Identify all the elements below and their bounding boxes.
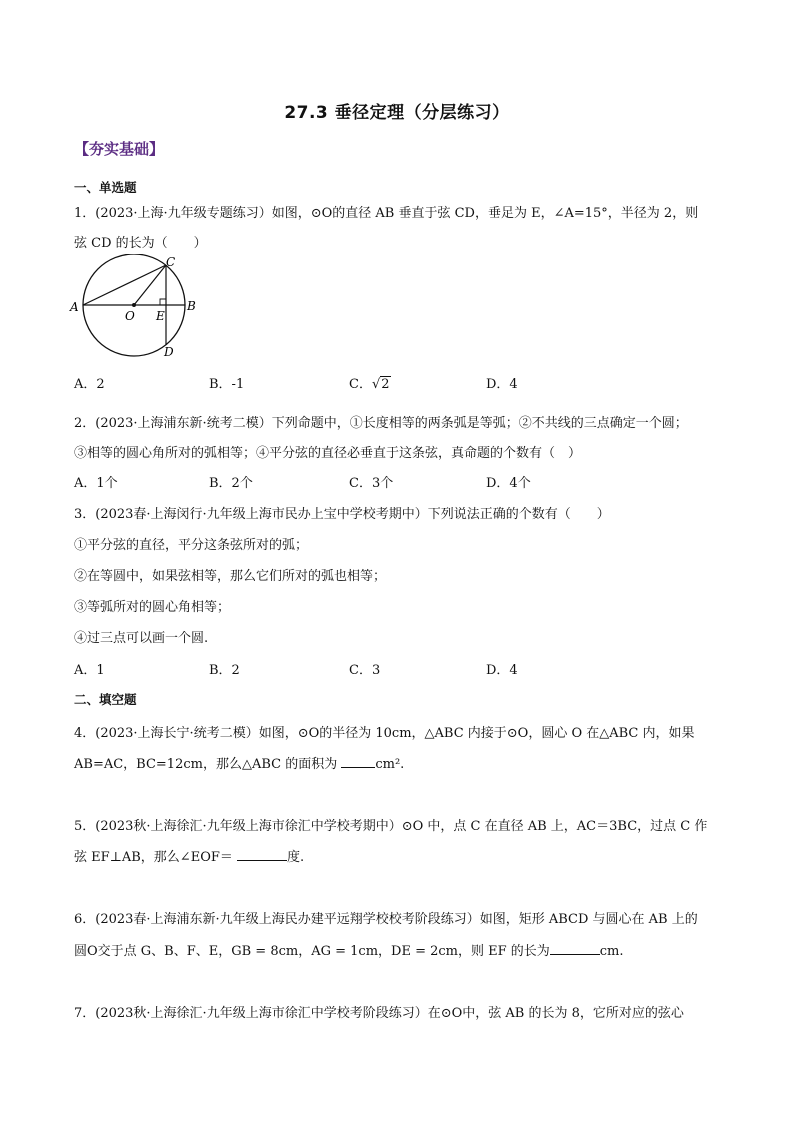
part1-heading: 一、单选题 [74,180,137,195]
q3-item-2: ②在等圆中，如果弦相等，那么它们所对的弧也相等； [74,569,387,584]
right-angle-mark [160,299,166,305]
q1-stem-line2: 弦 CD 的长为（ ） [74,236,207,251]
q5-stem-line1: 5．(2023秋·上海徐汇·九年级上海市徐汇中学校考期中）⊙O 中，点 C 在直径 AB 上，AC＝3BC，过点 C 作 [74,819,708,834]
q5-text-after-blank: 度. [287,850,305,865]
q4-stem-line1: 4．(2023·上海长宁·统考二模）如图，⊙O的半径为 10cm，△ABC 内接于⊙O，圆心 O 在△ABC 内，如果 [74,726,695,741]
label-d: D [164,345,174,359]
q2-option-b: B．2个 [209,476,253,491]
q3-item-4: ④过三点可以画一个圆. [74,631,209,646]
section-tag: 【夯实基础】 [74,140,165,158]
page-title: 27.3 垂径定理（分层练习） [284,103,510,123]
q4-answer-blank [341,766,375,768]
q1-circle-figure [68,254,198,360]
q4-text-after-blank: cm². [375,757,405,772]
q1-option-b: B．-1 [209,377,245,392]
q3-item-3: ③等弧所对的圆心角相等； [74,600,231,615]
label-o: O [125,309,135,323]
q7-stem-line1: 7．(2023秋·上海徐汇·九年级上海市徐汇中学校考阶段练习）在⊙O中，弦 AB 的长为 8，它所对应的弦心 [74,1006,684,1021]
sqrt-symbol: √2 [371,377,390,392]
q5-text-before-blank: 弦 EF⊥AB，那么∠EOF＝ [74,850,233,865]
q2-stem-line1: 2．(2023·上海浦东新·统考二模）下列命题中，①长度相等的两条弧是等弧；②不共线的三点确定一个圆； [74,416,688,431]
q6-text-before-blank: 圆O交于点 G、B、F、E，GB = 8cm，AG = 1cm，DE = 2cm，则 EF 的长为 [74,944,550,959]
q2-stem-line2: ③相等的圆心角所对的弧相等；④平分弦的直径必垂直于这条弦，真命题的个数有（ ） [74,446,582,461]
label-a: A [70,300,79,314]
q3-option-d: D．4 [486,663,518,678]
q6-text-after-blank: cm. [599,944,624,959]
q5-stem-line2 [74,846,304,865]
q4-text-before-blank: AB=AC，BC=12cm，那么△ABC 的面积为 [74,757,338,772]
q3-stem: 3．(2023春·上海闵行·九年级上海市民办上宝中学校考期中）下列说法正确的个数有（ ） [74,507,610,522]
q4-stem-line2 [74,753,404,772]
sqrt-radicand: 2 [381,377,390,392]
q2-option-d: D．4个 [486,476,531,491]
q2-option-a: A．1个 [74,476,118,491]
q1-option-c [349,373,391,392]
q6-stem-line1: 6．(2023春·上海浦东新·九年级上海民办建平远翔学校校考阶段练习）如图，矩形 ABCD 与圆心在 AB 上的 [74,912,698,927]
q3-option-b: B．2 [209,663,240,678]
part2-heading: 二、填空题 [74,692,137,707]
q1-stem-line1: 1．(2023·上海·九年级专题练习）如图，⊙O的直径 AB 垂直于弦 CD，垂足为 E，∠A=15°，半径为 2，则 [74,206,699,221]
q3-option-a: A．1 [74,663,105,678]
q1-option-c-label: C． [349,377,372,392]
q2-option-c: C．3个 [349,476,394,491]
q6-stem-line2 [74,940,624,959]
label-c: C [166,255,176,269]
q5-answer-blank [237,859,287,861]
q6-answer-blank [550,953,600,955]
q3-item-1: ①平分弦的直径，平分这条弦所对的弧； [74,538,309,553]
label-e: E [156,309,165,323]
q3-option-c: C．3 [349,663,381,678]
q1-option-d: D．4 [486,377,518,392]
label-b: B [187,299,196,313]
q1-option-a: A．2 [74,377,105,392]
center-point-o [132,303,136,307]
